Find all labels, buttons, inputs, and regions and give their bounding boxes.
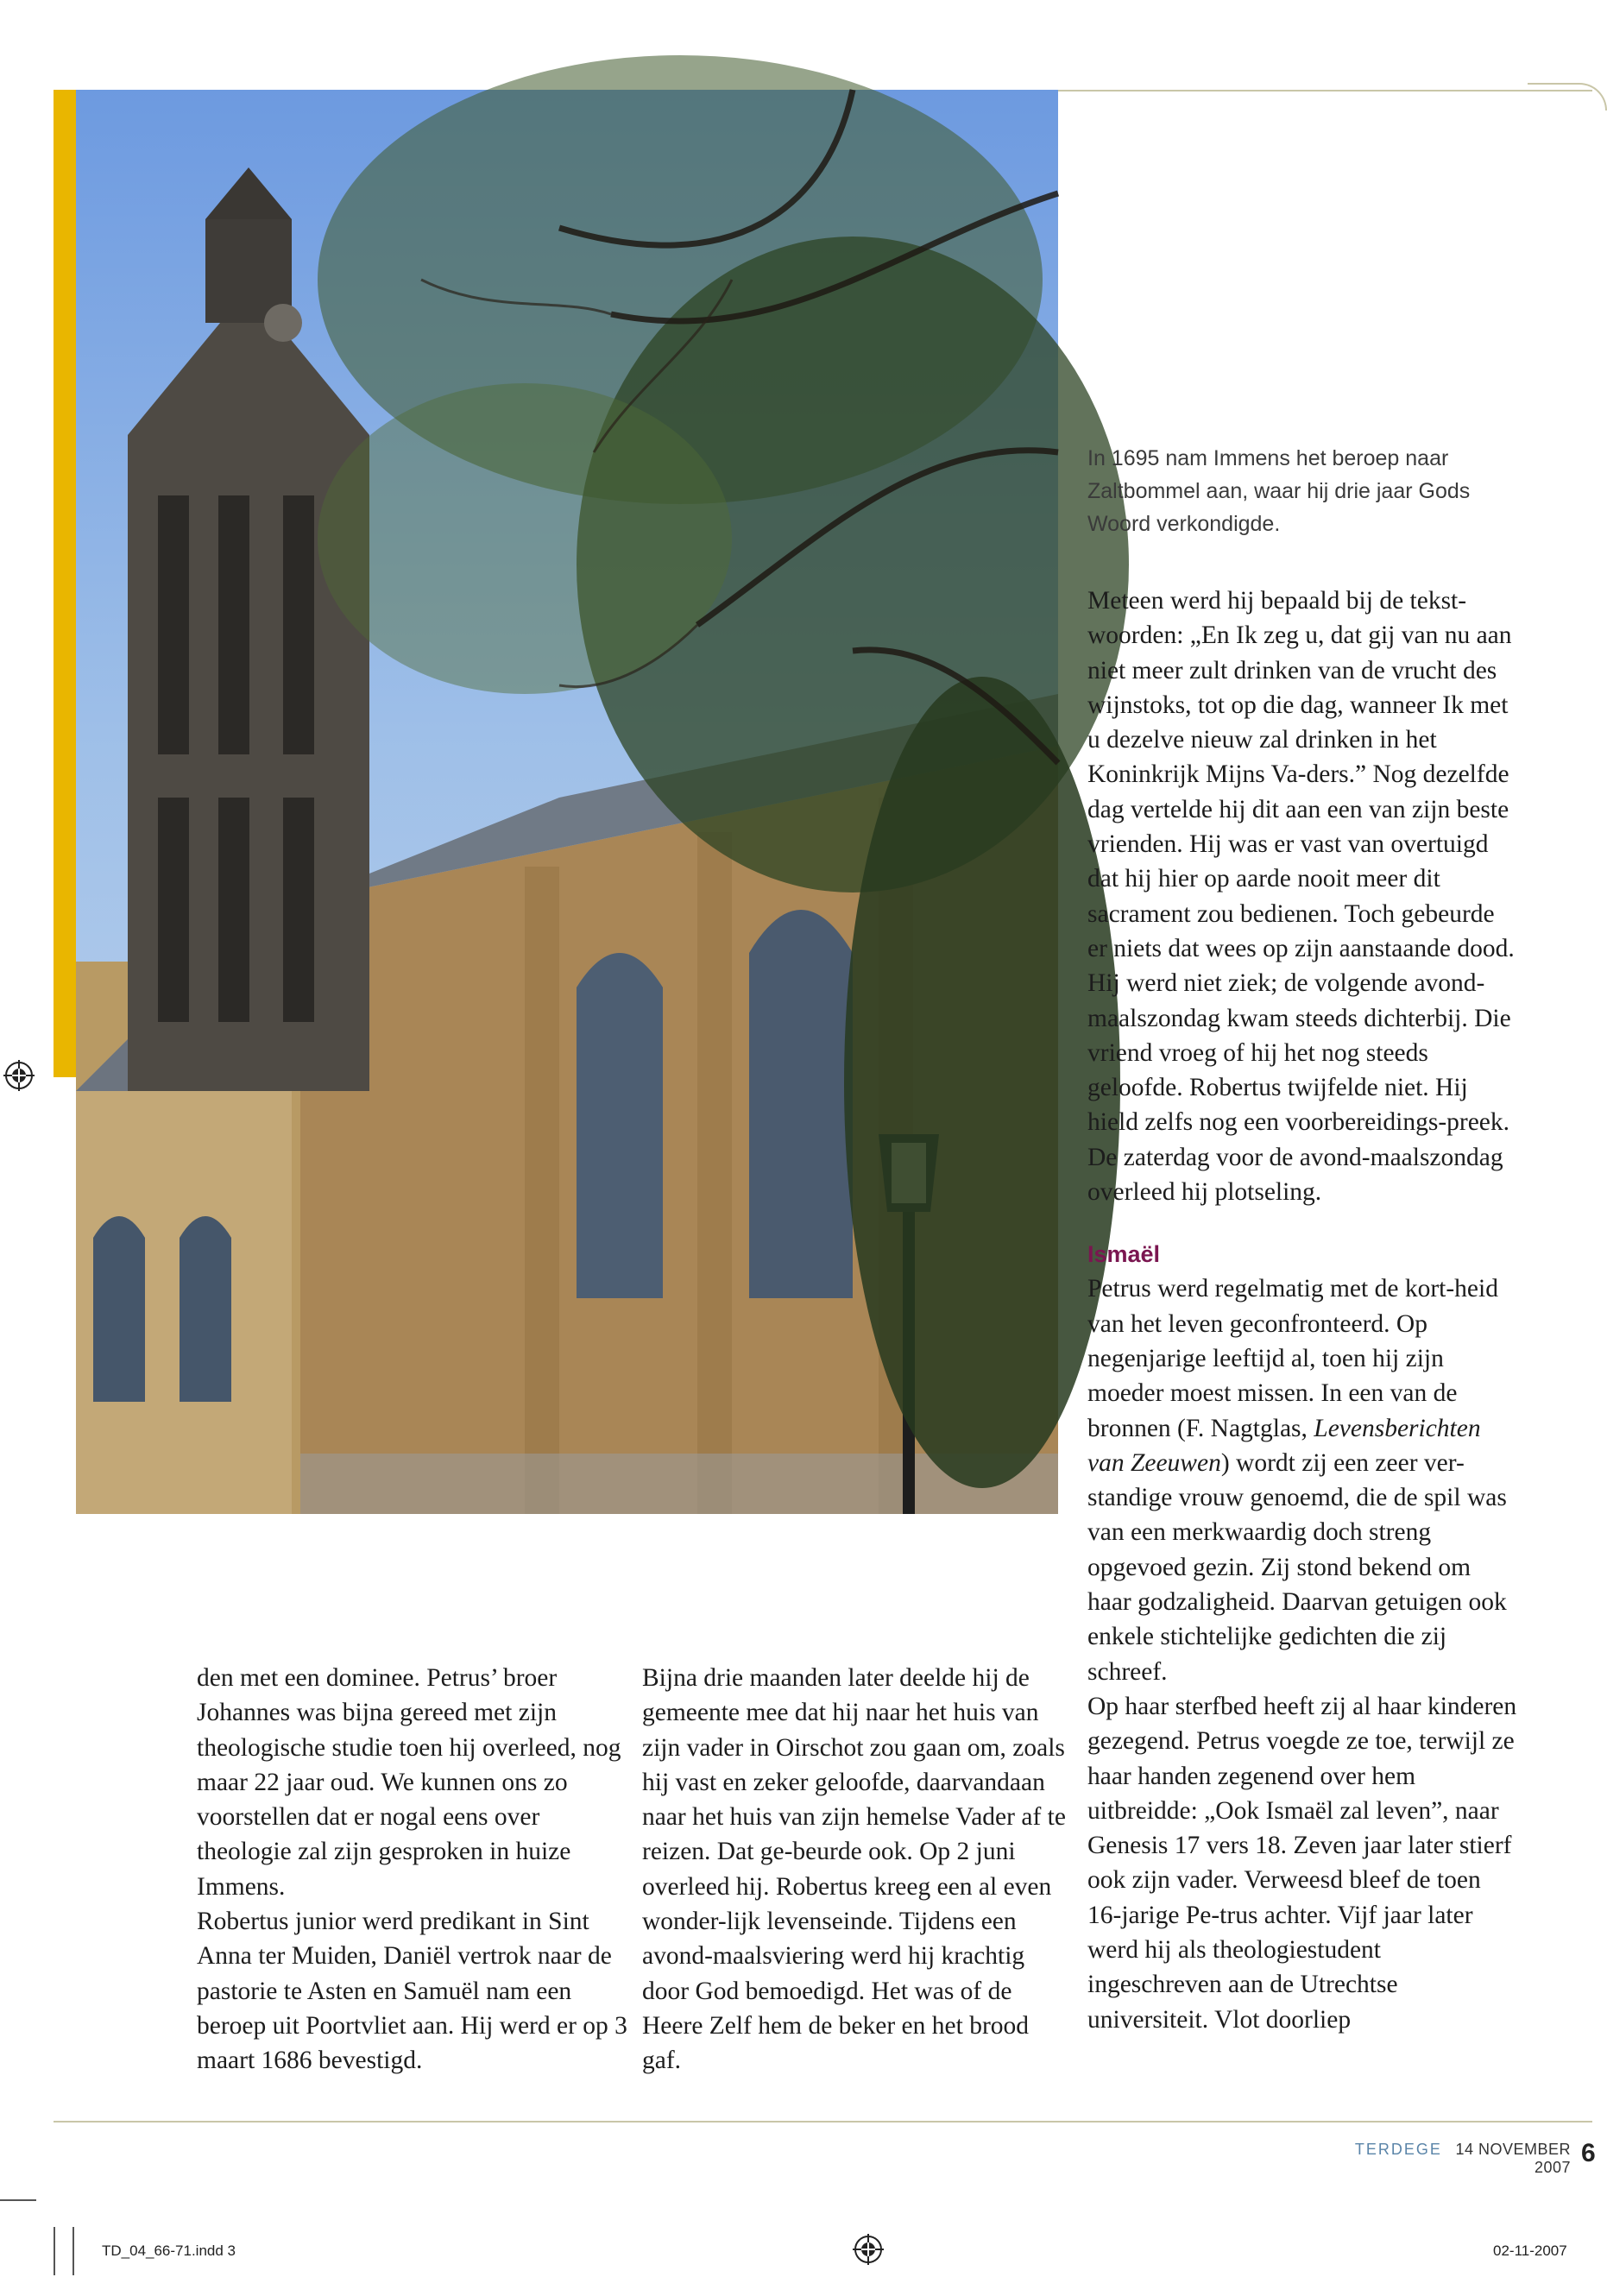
paragraph: Meteen werd hij bepaald bij de tekst-woorden: „En Ik zeg u, dat gij van nu aan niet meer zult drinken van de vrucht des wijnstoks, tot op die dag, wanneer Ik met u dezelve nieuw zal drinken in het Koninkrijk Mijns Va-ders.” Nog dezelfde dag vertelde hij dit aan een van zijn beste vrienden. Hij was er vast van overtuigd dat hij hier op aarde nooit meer dit sacrament zou bedienen. Toch gebeurde er niets dat wees op zijn aanstaande dood. Hij werd niet ziek; de volgende avond-maalszondag kwam steeds dichterbij. Die vriend vroeg of hij het nog steeds geloofde. Robertus twijfelde niet. Hij hield zelfs nog een voorbereidings-preek. De zaterdag voor de avond-maalszondag overleed hij plotseling. xyxy=(1087,587,1515,1207)
top-rule xyxy=(1058,90,1592,91)
magazine-name: TERDEGE xyxy=(1354,2141,1442,2158)
slug-date: 02-11-2007 xyxy=(1493,2242,1567,2259)
top-rule-corner xyxy=(1528,83,1607,110)
issue-date: 14 NOVEMBER 2007 xyxy=(1455,2141,1571,2176)
paragraph: Bijna drie maanden later deelde hij de gemeente mee dat hij naar het huis van zijn vader in Oirschot zou gaan om, zoals hij vast en zeker geloofde, daarvandaan naar het huis van zijn hemelse Vader af te reizen. Dat ge-beurde ook. Op 2 juni overleed hij. Robertus kreeg een al even wonder-lijk levenseinde. Tijdens een avond-maalsviering werd hij krachtig door God bemoedigd. Het was of de Heere Zelf hem de beker en het brood gaf. xyxy=(642,1664,1066,2075)
article-column-right xyxy=(1087,583,1519,2037)
crop-mark xyxy=(0,2199,36,2201)
registration-mark-icon xyxy=(3,1060,35,1091)
paragraph: Petrus werd regelmatig met de kort-heid van het leven geconfronteerd. Op negenjarige leeftijd al, toen hij zijn moeder moest missen. In een van de bronnen (F. Nagtglas, Levensberichten van Zeeuwen) wordt zij een zeer ver-standige vrouw genoemd, die de spil was van een merkwaardig doch streng opgevoed gezin. Zij stond bekend om haar godzaligheid. Daarvan getuigen ook enkele stichtelijke gedichten die zij schreef. xyxy=(1087,1275,1507,1686)
bottom-rule xyxy=(54,2121,1592,2123)
page-number: 6 xyxy=(1581,2139,1596,2167)
paragraph: Op haar sterfbed heeft zij al haar kinderen gezegend. Petrus voegde ze toe, terwijl ze haar handen zegenend over hem uitbreidde: „Ook Ismaël zal leven”, naar Genesis 17 vers 18. Zeven jaar later stierf ook zijn vader. Verweesd bleef de toen 16-jarige Pe-trus achter. Vijf jaar later werd hij als theologiestudent ingeschreven aan de Utrechtse universiteit. Vlot doorliep xyxy=(1087,1692,1517,2034)
photo-caption: In 1695 nam Immens het beroep naar Zaltbommel aan, waar hij drie jaar Gods Woord verkondigde. xyxy=(1087,446,1471,536)
indesign-file-slug: TD_04_66-71.indd 3 xyxy=(102,2242,236,2259)
crop-mark xyxy=(72,2227,74,2275)
church-photo xyxy=(76,90,1058,1514)
book-title: Levensberichten van Zeeuwen xyxy=(1087,1414,1481,1477)
article-column-middle xyxy=(642,1661,1074,2078)
section-heading: Ismaël xyxy=(1087,1241,1161,1268)
registration-mark-icon xyxy=(853,2234,884,2265)
paragraph: den met een dominee. Petrus’ broer Johannes was bijna gereed met zijn theologische studie toen hij overleed, nog maar 22 jaar oud. We kunnen ons zo voorstellen dat er nogal eens over theologie zal zijn gesproken in huize Immens. xyxy=(197,1664,621,1901)
page-footer xyxy=(1346,2141,1571,2177)
accent-bar xyxy=(54,90,76,1077)
crop-mark xyxy=(54,2227,55,2275)
paragraph: Robertus junior werd predikant in Sint Anna ter Muiden, Daniël vertrok naar de pastorie te Asten en Samuël nam een beroep uit Poortvliet aan. Hij werd er op 3 maart 1686 bevestigd. xyxy=(197,1908,627,2075)
article-column-left xyxy=(197,1661,628,2078)
